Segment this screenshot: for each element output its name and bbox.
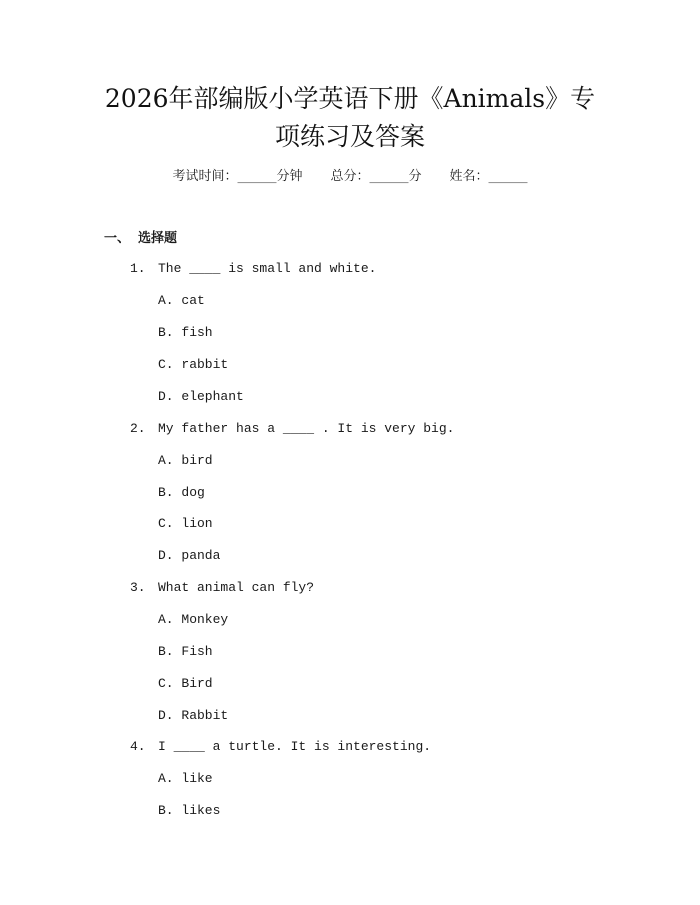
option: B. dog bbox=[158, 485, 205, 500]
option: D. Rabbit bbox=[158, 708, 229, 723]
question-number: 4. bbox=[130, 739, 146, 754]
question-text: My father has a ____ . It is very big. bbox=[158, 421, 455, 436]
option: B. likes bbox=[158, 803, 221, 818]
option: D. elephant bbox=[158, 389, 244, 404]
question bbox=[130, 259, 376, 279]
question-number: 1. bbox=[130, 261, 146, 276]
question-text: What animal can fly? bbox=[158, 580, 315, 595]
question-text: I ____ a turtle. It is interesting. bbox=[158, 739, 432, 754]
section-heading bbox=[104, 229, 177, 249]
question-text: The ____ is small and white. bbox=[158, 261, 377, 276]
exam-name: 姓名：______ bbox=[449, 169, 528, 184]
option: D. panda bbox=[158, 548, 221, 563]
question bbox=[130, 578, 314, 598]
exam-score: 总分：______分 bbox=[330, 169, 422, 184]
option: B. Fish bbox=[158, 644, 213, 659]
option: A. cat bbox=[158, 293, 205, 308]
question-number: 2. bbox=[130, 421, 146, 436]
title-line-2: 项练习及答案 bbox=[274, 122, 425, 151]
title-line-1: 2026年部编版小学英语下册《Animals》专 bbox=[104, 84, 596, 113]
exam-meta bbox=[0, 167, 700, 187]
option: A. bird bbox=[158, 453, 213, 468]
option: A. like bbox=[158, 771, 213, 786]
option: C. Bird bbox=[158, 676, 213, 691]
option: C. rabbit bbox=[158, 357, 229, 372]
option: C. lion bbox=[158, 516, 213, 531]
section-number: 一、 bbox=[104, 231, 131, 246]
exam-time: 考试时间：______分钟 bbox=[172, 169, 303, 184]
option: B. fish bbox=[158, 325, 213, 340]
option: A. Monkey bbox=[158, 612, 229, 627]
question bbox=[130, 419, 454, 439]
question bbox=[130, 737, 431, 757]
question-number: 3. bbox=[130, 580, 146, 595]
document-title bbox=[0, 80, 700, 156]
section-title: 选择题 bbox=[138, 231, 178, 246]
